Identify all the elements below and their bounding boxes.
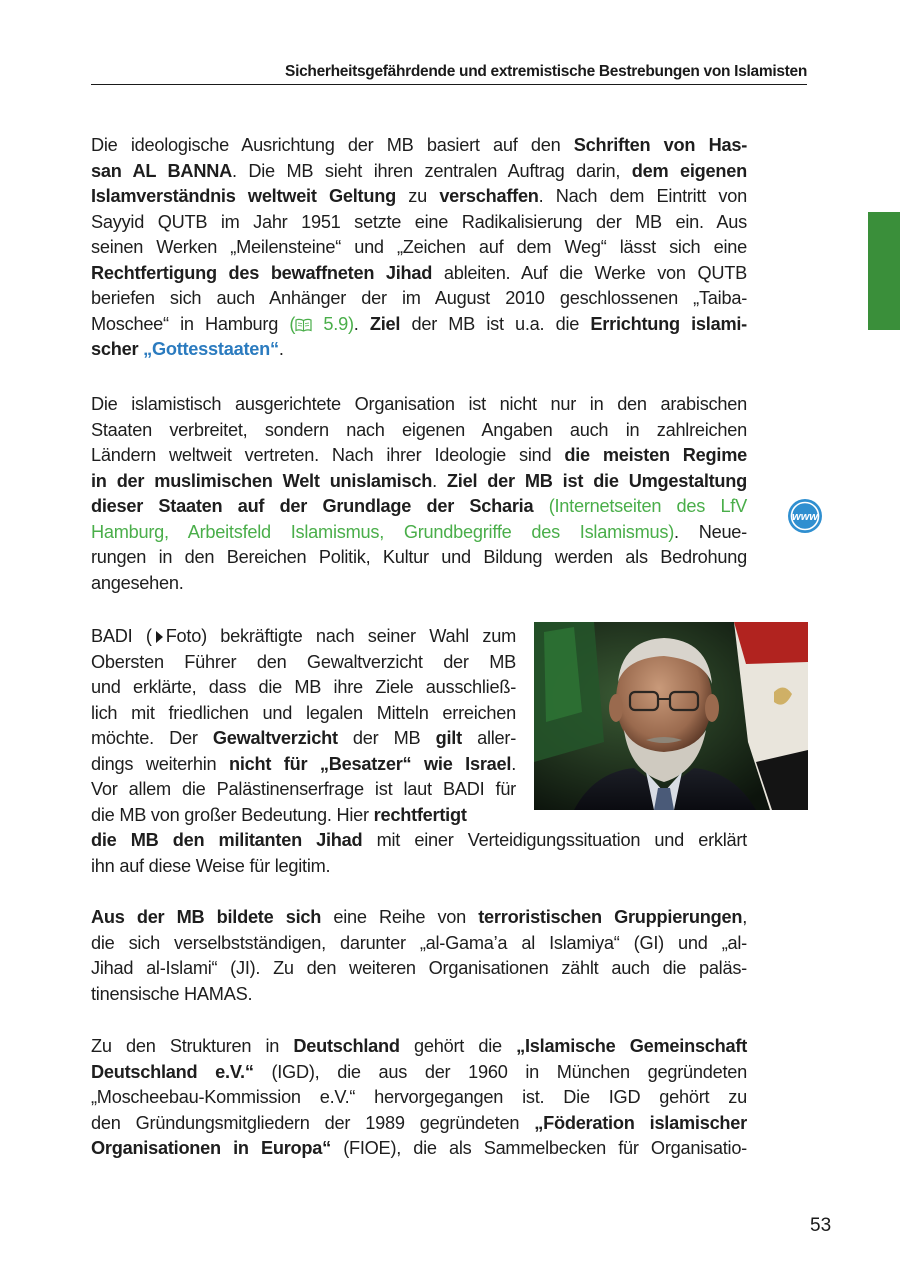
page-number: 53 <box>810 1215 832 1236</box>
paragraph-3-wrap: BADI ( Foto) bekräftigte nach seiner Wahl zum Obersten Führer den Gewaltverzicht der MB und erklärte, dass die MB ihre Ziele ausschließ- lich mit friedlichen und legalen Mitteln erreichen möchte. Der Gewaltverzicht der MB gilt aller- dings weiterhin nicht für „Besatzer“ wie Israel. Vor allem die Palästinenserfrage ist laut BADI für die MB von großer Bedeutung. Hier rechtfertigt <box>91 626 517 825</box>
internet-reference-link-cont[interactable]: Hamburg, Arbeitsfeld Islamismus, Grundbegriffe des Islamismus) <box>91 521 675 542</box>
book-icon <box>295 318 312 332</box>
glossary-link-gottesstaaten[interactable]: „Gottesstaaten“ <box>143 339 279 359</box>
paragraph-1: Die ideologische Ausrichtung der MB basiert auf den Schriften von Has- san AL BANNA. Die MB sieht ihren zentralen Auftrag darin, dem eigenen Islamverständnis weltweit Geltung zu verschaffen. Nach dem Eintritt von Sayyid QUTB im Jahr 1951 setzte eine Radikalisierung der MB ein. Aus seinen Werken „Meilensteine“ und „Zeichen auf dem Weg“ lässt sich eine Rechtfertigung des bewaffneten Jihad ableiten. Auf die Werke von QUTB beriefen sich auch Anhänger der im August 2010 geschlossenen „Taiba- Moschee“ in Hamburg ( 5.9). Ziel der MB ist u.a. die Errichtung islami- scher „Gottesstaaten“. <box>91 135 747 359</box>
paragraph-2: Die islamistisch ausgerichtete Organisation ist nicht nur in den arabischen Staaten verbreitet, sondern nach eigenen Angaben auch in zahlreichen Ländern weltweit vertreten. Nach ihrer Ideologie sind die meisten Regime in der muslimischen Welt unislamisch. Ziel der MB ist die Umgestaltung dieser Staaten auf der Grundlage der Scharia (Internetseiten des LfV Hamburg, Arbeitsfeld Islamismus, Grundbegriffe des Islamismus). Neue- rungen in den Bereichen Politik, Kultur und Bildung werden als Bedrohung angesehen. <box>91 394 748 593</box>
header-rule <box>91 84 807 85</box>
internet-reference-link[interactable]: (Internetseiten des LfV <box>548 496 747 516</box>
paragraph-4: Aus der MB bildete sich eine Reihe von terroristischen Gruppierungen, die sich verselbstständigen, darunter „al-Gama’a al Islamiya“ (GI) und „al- Jihad al-Islami“ (JI). Zu den weiteren Organisationen zählt auch die paläs- tinensische HAMAS. <box>91 907 747 1004</box>
cross-reference-link[interactable]: ( 5.9) <box>289 313 354 334</box>
triangle-right-icon <box>156 631 163 643</box>
chapter-tab-marker <box>868 212 900 330</box>
paragraph-3-full: die MB den militanten Jihad mit einer Verteidigungssituation und erklärt ihn auf diese Weise für legitim. <box>91 830 747 876</box>
www-icon[interactable] <box>787 498 823 534</box>
paragraph-5: Zu den Strukturen in Deutschland gehört die „Islamische Gemeinschaft Deutschland e.V.“ (IGD), die aus der 1960 in München gegründeten „Moscheebau-Kommission e.V.“ hervorgegangen ist. Die IGD gehört zu den Gründungsmitgliedern der 1989 gegründeten „Föderation islamischer Organisationen in Europa“ (FIOE), die als Sammelbecken für Organisatio- <box>91 1036 748 1158</box>
running-header: Sicherheitsgefährdende und extremistische Bestrebungen von Islamisten <box>285 63 807 80</box>
www-label: www <box>792 511 818 523</box>
portrait-photo <box>534 622 808 810</box>
